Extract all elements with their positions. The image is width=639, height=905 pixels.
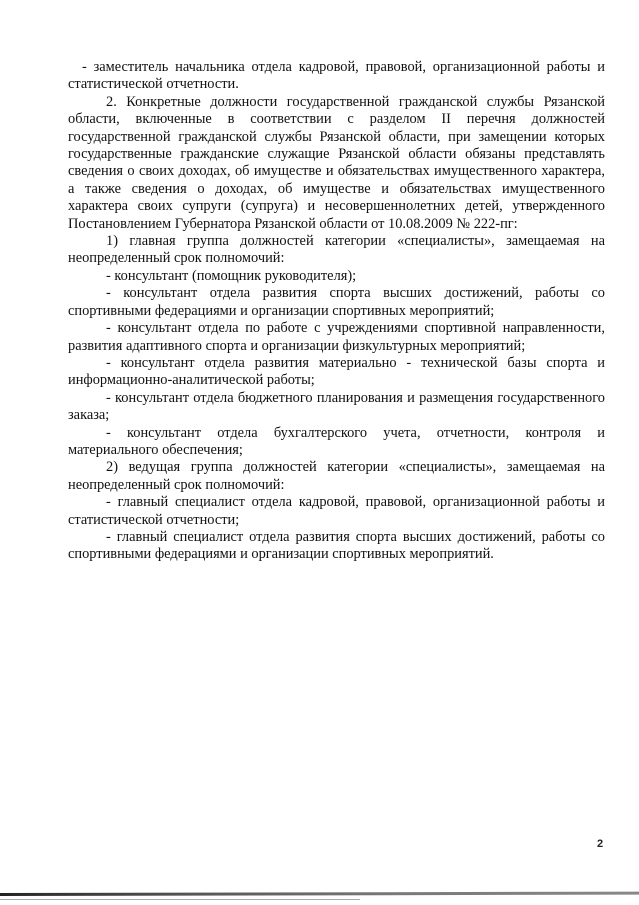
list-item-consultant-budget: - консультант отдела бюджетного планирования и размещения государственного заказа;	[68, 389, 605, 424]
list-item-consultant-material-base: - консультант отдела развития материально - технической базы спорта и информационно-аналитической работы;	[68, 354, 605, 389]
paragraph-main-group: 1) главная группа должностей категории «специалисты», замещаемая на неопределенный срок полномочий:	[68, 233, 605, 267]
list-item-consultant-assistant: - консультант (помощник руководителя);	[106, 267, 357, 284]
paragraph-leading-group: 2) ведущая группа должностей категории «специалисты», замещаемая на неопределенный срок полномочий:	[68, 459, 605, 493]
page-number: 2	[597, 838, 604, 850]
scan-edge-line	[0, 892, 639, 896]
list-item-consultant-accounting: - консультант отдела бухгалтерского учета, отчетности, контроля и материального обеспечения;	[68, 424, 605, 458]
list-item-consultant-institutions: - консультант отдела по работе с учреждениями спортивной направленности, развития адаптивного спорта и организации физкультурных мероприятий;	[68, 320, 605, 354]
list-item-consultant-high-performance: - консультант отдела развития спорта высших достижений, работы со спортивными федерациями и организации спортивных мероприятий;	[68, 285, 605, 319]
document-body	[68, 59, 605, 564]
list-item-chief-specialist-hr: - главный специалист отдела кадровой, правовой, организационной работы и статистической отчетности;	[68, 494, 605, 528]
list-item-chief-specialist-sport: - главный специалист отдела развития спорта высших достижений, работы со спортивными федерациями и организации спортивных мероприятий.	[68, 528, 605, 563]
paragraph-deputy-head: - заместитель начальника отдела кадровой, правовой, организационной работы и статистической отчетности.	[68, 59, 605, 93]
scan-edge-shadow	[0, 899, 360, 900]
paragraph-clause-2: 2. Конкретные должности государственной гражданской службы Рязанской области, включенные в соответствии с разделом II перечня должностей государственной гражданской службы Рязанской области, при замещении которых государственные гражданские служащие Рязанской области обязаны представлять сведения о своих доходах, об имуществе и обязательствах имущественного характера, а также сведения о доходах, об имуществе и обязательствах имущественного характера своих супруги (супруга) и несовершеннолетних детей, утвержденного Постановлением Губернатора Рязанской области от 10.08.2009 № 222-пг:	[68, 93, 605, 232]
